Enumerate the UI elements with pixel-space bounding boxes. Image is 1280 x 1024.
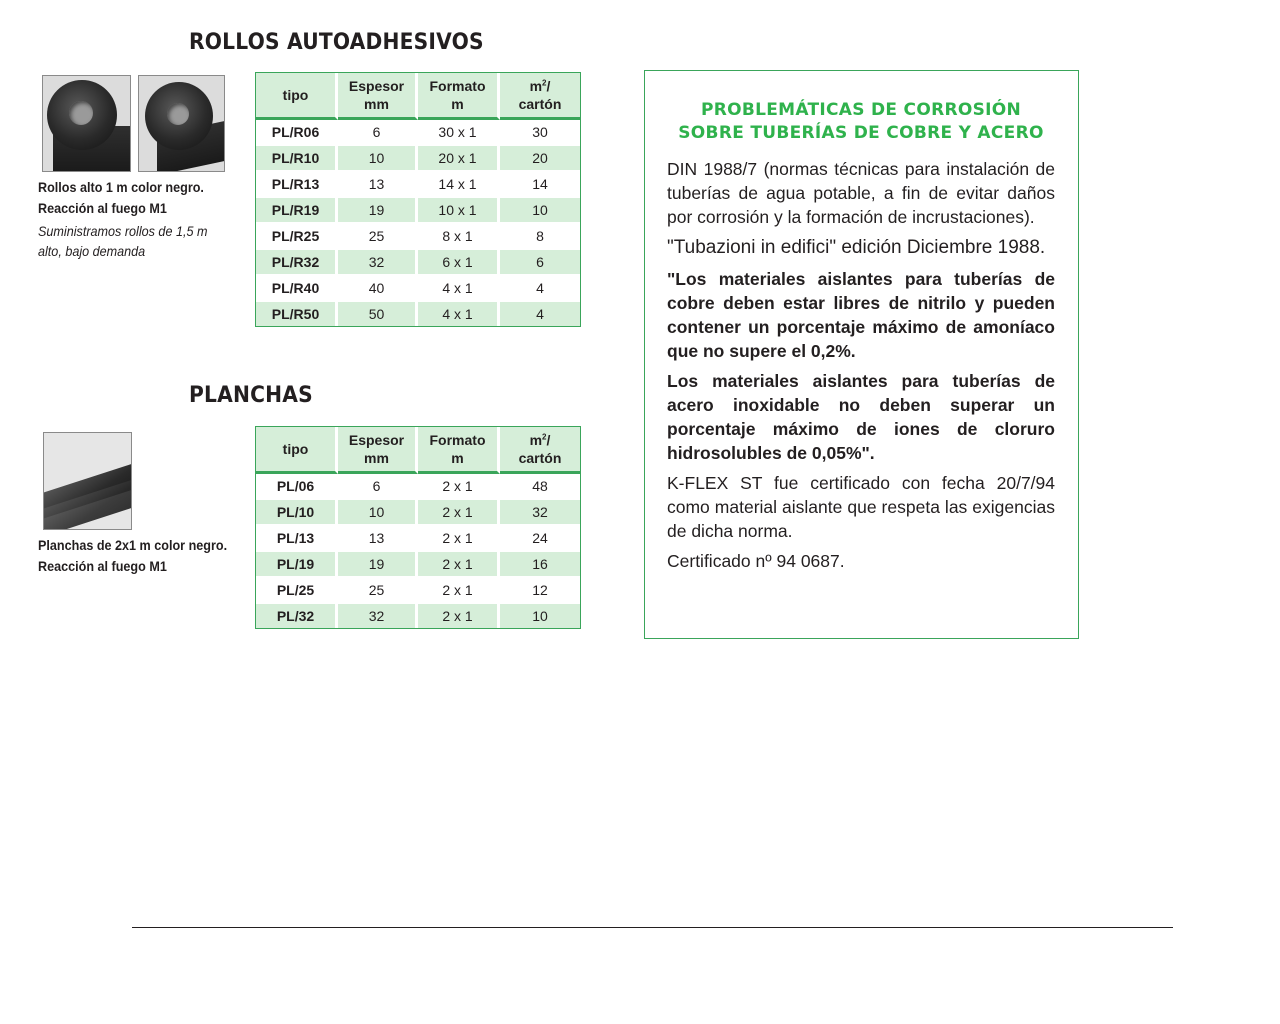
header-formato: Formato m xyxy=(418,427,500,474)
planchas-caption xyxy=(38,535,227,577)
table-row xyxy=(256,276,580,302)
cell-tipo: PL/R06 xyxy=(256,120,338,146)
cell-formato: 2 x 1 xyxy=(418,474,500,500)
cell-carton: 32 xyxy=(500,500,580,526)
cell-carton: 10 xyxy=(500,604,580,628)
cell-formato: 2 x 1 xyxy=(418,604,500,628)
table-row xyxy=(256,172,580,198)
info-paragraph-certificacion: K-FLEX ST fue certificado con fecha 20/7/94 como material aislante que respeta las exigencias de dicha norma. xyxy=(667,473,1055,541)
cell-formato: 2 x 1 xyxy=(418,500,500,526)
table-row xyxy=(256,224,580,250)
cell-espesor: 19 xyxy=(338,552,418,578)
roll-photo-2 xyxy=(138,75,225,172)
cell-carton: 30 xyxy=(500,120,580,146)
cell-formato: 8 x 1 xyxy=(418,224,500,250)
planchas-table xyxy=(255,426,581,629)
rollos-caption-line2: Reacción al fuego M1 xyxy=(38,200,167,216)
cell-formato: 2 x 1 xyxy=(418,578,500,604)
cell-carton: 4 xyxy=(500,276,580,302)
rollos-caption xyxy=(38,177,207,261)
header-tipo: tipo xyxy=(256,427,338,474)
info-paragraph-din: DIN 1988/7 (normas técnicas para instalación de tuberías de agua potable, a fin de evitar daños por corrosión y la formación de incrustaciones). xyxy=(667,159,1055,227)
cell-espesor: 32 xyxy=(338,604,418,628)
cell-espesor: 40 xyxy=(338,276,418,302)
table-header-row xyxy=(256,73,580,120)
header-espesor: Espesor mm xyxy=(338,73,418,120)
cell-tipo: PL/32 xyxy=(256,604,338,628)
cell-formato: 2 x 1 xyxy=(418,552,500,578)
cell-formato: 14 x 1 xyxy=(418,172,500,198)
cell-tipo: PL/06 xyxy=(256,474,338,500)
rollos-caption-line1: Rollos alto 1 m color negro. xyxy=(38,179,204,195)
table-row xyxy=(256,146,580,172)
table-row xyxy=(256,120,580,146)
table-header-row xyxy=(256,427,580,474)
cell-tipo: PL/R13 xyxy=(256,172,338,198)
cell-carton: 8 xyxy=(500,224,580,250)
cell-tipo: PL/R50 xyxy=(256,302,338,326)
cell-espesor: 25 xyxy=(338,578,418,604)
header-espesor: Espesor mm xyxy=(338,427,418,474)
section-title-rollos: ROLLOS AUTOADHESIVOS xyxy=(189,30,484,55)
cell-formato: 20 x 1 xyxy=(418,146,500,172)
cell-espesor: 10 xyxy=(338,146,418,172)
table-row xyxy=(256,302,580,326)
cell-tipo: PL/10 xyxy=(256,500,338,526)
sheet-photo xyxy=(43,432,132,530)
info-box-title xyxy=(667,99,1055,145)
cell-espesor: 25 xyxy=(338,224,418,250)
corrosion-info-box xyxy=(644,70,1079,639)
cell-tipo: PL/R25 xyxy=(256,224,338,250)
table-row xyxy=(256,474,580,500)
cell-formato: 4 x 1 xyxy=(418,302,500,326)
cell-tipo: PL/R32 xyxy=(256,250,338,276)
cell-carton: 16 xyxy=(500,552,580,578)
cell-espesor: 13 xyxy=(338,526,418,552)
cell-carton: 20 xyxy=(500,146,580,172)
header-carton: $m^2/$ cartón xyxy=(500,73,580,120)
planchas-caption-line2: Reacción al fuego M1 xyxy=(38,558,167,574)
table-row xyxy=(256,250,580,276)
rollos-caption-note2: alto, bajo demanda xyxy=(38,243,146,259)
table-row xyxy=(256,526,580,552)
info-title-line1: PROBLEMÁTICAS DE CORROSIÓN xyxy=(700,100,1022,120)
cell-tipo: PL/19 xyxy=(256,552,338,578)
table-row xyxy=(256,198,580,224)
cell-carton: 10 xyxy=(500,198,580,224)
cell-carton: 24 xyxy=(500,526,580,552)
roll-photo-1 xyxy=(42,75,131,172)
cell-espesor: 6 xyxy=(338,474,418,500)
cell-formato: 6 x 1 xyxy=(418,250,500,276)
cell-espesor: 13 xyxy=(338,172,418,198)
cell-formato: 10 x 1 xyxy=(418,198,500,224)
header-tipo: tipo xyxy=(256,73,338,120)
footer-divider xyxy=(132,927,1173,928)
info-paragraph-certificado-numero: Certificado nº 94 0687. xyxy=(667,551,845,571)
cell-espesor: 19 xyxy=(338,198,418,224)
cell-carton: 14 xyxy=(500,172,580,198)
rollos-caption-note1: Suministramos rollos de 1,5 m xyxy=(38,223,208,239)
header-formato: Formato m xyxy=(418,73,500,120)
table-row xyxy=(256,552,580,578)
cell-formato: 2 x 1 xyxy=(418,526,500,552)
rollos-table xyxy=(255,72,581,327)
info-paragraph-tubazioni: "Tubazioni in edifici" edición Diciembre 1988. xyxy=(667,237,1046,258)
cell-espesor: 50 xyxy=(338,302,418,326)
header-carton: $m^2/$ cartón xyxy=(500,427,580,474)
info-paragraph-acero: Los materiales aislantes para tuberías de acero inoxidable no deben superar un porcentaje máximo de iones de cloruro hidrosolubles de 0,05%". xyxy=(667,371,1055,463)
table-row xyxy=(256,578,580,604)
cell-tipo: PL/R19 xyxy=(256,198,338,224)
cell-tipo: PL/13 xyxy=(256,526,338,552)
info-title-line2: SOBRE TUBERÍAS DE COBRE Y ACERO xyxy=(678,123,1044,143)
cell-carton: 6 xyxy=(500,250,580,276)
cell-carton: 48 xyxy=(500,474,580,500)
cell-carton: 4 xyxy=(500,302,580,326)
cell-tipo: PL/R40 xyxy=(256,276,338,302)
table-row xyxy=(256,500,580,526)
section-title-planchas: PLANCHAS xyxy=(189,383,313,408)
cell-espesor: 6 xyxy=(338,120,418,146)
cell-espesor: 32 xyxy=(338,250,418,276)
cell-formato: 4 x 1 xyxy=(418,276,500,302)
info-paragraph-cobre: "Los materiales aislantes para tuberías de cobre deben estar libres de nitrilo y pueden contener un porcentaje máximo de amoníaco que no supere el 0,2%. xyxy=(667,269,1055,361)
cell-formato: 30 x 1 xyxy=(418,120,500,146)
cell-tipo: PL/R10 xyxy=(256,146,338,172)
cell-espesor: 10 xyxy=(338,500,418,526)
table-row xyxy=(256,604,580,628)
cell-tipo: PL/25 xyxy=(256,578,338,604)
cell-carton: 12 xyxy=(500,578,580,604)
planchas-caption-line1: Planchas de 2x1 m color negro. xyxy=(38,537,228,553)
